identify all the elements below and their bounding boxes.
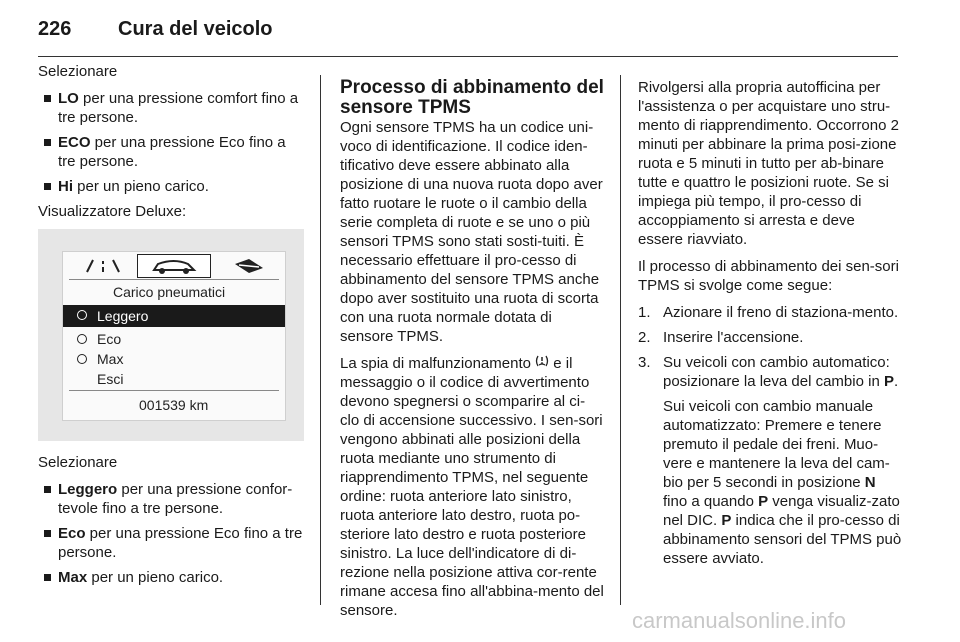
display-title: Carico pneumatici	[113, 284, 226, 300]
radio-icon	[77, 354, 87, 364]
bullet-square-icon	[44, 95, 51, 102]
display-item-esci: Esci	[97, 371, 124, 387]
bullet-eco-2: Eco per una pressione Eco fino a tre persone.	[38, 524, 304, 562]
bullet-square-icon	[44, 574, 51, 581]
car-icon	[138, 255, 210, 277]
tpms-warning-icon	[535, 354, 549, 368]
bullet-max: Max per un pieno carico.	[38, 568, 304, 587]
column-3	[638, 78, 902, 576]
bullet-square-icon	[44, 139, 51, 146]
display-item-max: Max	[97, 351, 124, 367]
deluxe-display-figure	[38, 229, 304, 441]
step-3-manual-gearbox: Sui veicoli con cambio manuale automatizzato: Premere e tenere premuto il pedale dei freni. Muo-vere e mantenere la leva del cam-bio per 5 secondi in posizione N fino a quando P venga visualiz-zato nel DIC. P indica che il pro-cesso di abbinamento sensori del TPMS può essere avviato.	[663, 398, 902, 567]
step-3: 3. Su veicoli con cambio automatico: posizionare la leva del cambio in P.	[638, 354, 899, 390]
column-divider-1	[320, 75, 321, 605]
bullet-leggero: Leggero per una pressione confor-tevole fino a tre persone.	[38, 480, 304, 518]
page-title: Cura del veicolo	[118, 18, 273, 40]
header-rule	[38, 56, 898, 57]
tyre-icon	[231, 256, 267, 276]
visual-label: Visualizzatore Deluxe:	[38, 203, 187, 220]
column-2	[340, 78, 604, 628]
paragraph-malfunction: La spia di malfunzionamento e il messaggio o il codice di avvertimento devono spegnersi o scomparire al ci-clo di accensione successivo. I sen-sori vengono abbinati alle posizioni della ruota mediante uno strumento di riapprendimento TPMS, nel seguente ordine: ruota anteriore lato sinistro, ruota anteriore lato destro, ruota po-steriore lato destro e ruota posteriore sinistro. La luce dell'indicatore di di-rezione nella posizione attiva cor-rente rimane accesa fino all'abbina-mento del sensore.	[340, 355, 604, 619]
display-item-leggero: Leggero	[97, 308, 149, 324]
display-separator-top	[69, 279, 279, 280]
section-heading: Processo di abbinamento del sensore TPMS	[340, 77, 604, 118]
watermark: carmanualsonline.info	[632, 608, 847, 633]
bullet-square-icon	[44, 183, 51, 190]
step-2: 2. Inserire l'accensione.	[638, 329, 804, 346]
column-divider-2	[620, 75, 621, 605]
intro-select-1: Selezionare	[38, 63, 118, 80]
step-1: 1. Azionare il freno di staziona-mento.	[638, 304, 899, 321]
page-number: 226	[38, 18, 72, 40]
bullet-square-icon	[44, 530, 51, 537]
display-item-eco: Eco	[97, 331, 122, 347]
paragraph-workshop: Rivolgersi alla propria autofficina per l'assistenza o per acquistare uno stru-mento di riapprendimento. Occorrono 2 minuti per abbinare la prima posi-zione ruota e 5 minuti in tutto per ab-binare tutte e quattro le posizioni ruote. Se si impiega più tempo, il pro-cesso di accoppiamento si arresta e deve essere riavviato.	[638, 79, 899, 248]
column-1	[38, 62, 304, 593]
car-tab	[137, 254, 211, 278]
radio-icon	[77, 310, 87, 320]
bullet-square-icon	[44, 486, 51, 493]
bullet-hi: Hi per un pieno carico.	[38, 177, 304, 196]
display-odometer: 001539 km	[139, 397, 209, 413]
bullet-eco: ECO per una pressione Eco fino a tre persone.	[38, 133, 304, 171]
paragraph-procedure: Il processo di abbinamento dei sen-sori TPMS si svolge come segue:	[638, 258, 899, 294]
display-screen	[62, 251, 286, 421]
display-separator-bottom	[69, 390, 279, 391]
intro-select-2: Selezionare	[38, 454, 118, 471]
display-selected-row	[63, 305, 285, 327]
bullet-lo: LO per una pressione comfort fino a tre persone.	[38, 89, 304, 127]
radio-icon	[77, 334, 87, 344]
paragraph-tpms-code: Ogni sensore TPMS ha un codice uni-voco di identificazione. Il codice iden-tificativo deve essere abbinato alla posizione di una nuova ruota dopo aver fatto ruotare le ruote o il cambio della serie completa di ruote e se uno o più sensori TPMS sono stati sosti-tuiti. È necessario effettuare il pro-cesso di abbinamento del sensore TPMS anche dopo aver sostituito una ruota di scorta con una ruota normale dotata di sensore TPMS.	[340, 119, 603, 345]
road-icon	[83, 256, 123, 276]
